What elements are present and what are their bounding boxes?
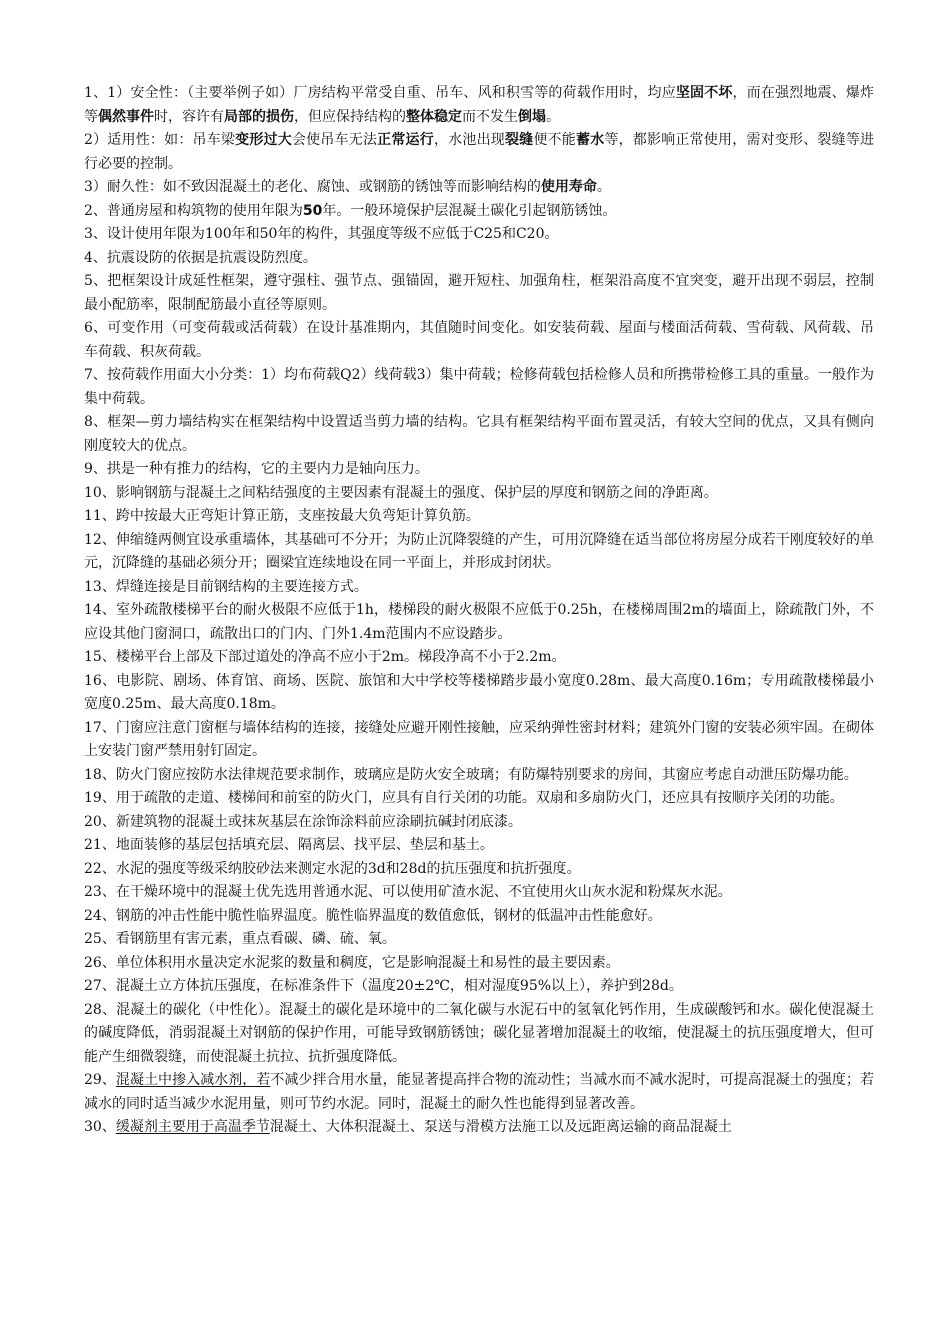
paragraph-text: 年。一般环境保护层混凝土碳化引起钢筋锈蚀。 — [322, 202, 617, 219]
paragraph — [84, 247, 874, 271]
paragraph-text: 4、抗震设防的依据是抗震设防烈度。 — [84, 249, 317, 266]
paragraph-text: 30、 — [84, 1119, 116, 1135]
paragraph — [84, 811, 874, 835]
paragraph-text: ，而在强烈地震、爆炸等 — [84, 85, 875, 125]
paragraph — [84, 646, 874, 670]
paragraph-text: 19、用于疏散的走道、楼梯间和前室的防火门，应具有自行关闭的功能。双扇和多扇防火门，还应具有按顺序关闭的功能。 — [84, 790, 844, 806]
paragraph-text: 5、把框架设计成延性框架，遵守强柱、强节点、强锚固，避开短柱、加强角柱，框架沿高度不宜突变，避开出现不弱层，控制最小配筋率，限制配筋最小直径等原则。 — [84, 273, 874, 313]
emphasis-text: 局部的损伤 — [224, 108, 294, 125]
emphasis-text: 50 — [302, 202, 323, 219]
paragraph-text: ，但应保持结构的 — [294, 108, 406, 125]
paragraph-text: 混凝土、大体积混凝土、泵送与滑模方法施工以及远距离运输的商品混凝土 — [269, 1119, 732, 1135]
paragraph — [84, 787, 874, 811]
paragraph-text: 而不发生 — [462, 108, 518, 125]
paragraph-text: 13、焊缝连接是目前钢结构的主要连接方式。 — [84, 578, 368, 595]
paragraph-text: 。 — [546, 108, 560, 125]
paragraph — [84, 599, 874, 646]
paragraph — [84, 999, 874, 1070]
paragraph — [84, 82, 874, 129]
emphasis-text: 蓄水 — [576, 132, 605, 148]
paragraph-text: 15、楼梯平台上部及下部过道处的净高不应小于2m。梯段净高不小于2.2m。 — [84, 649, 566, 665]
paragraph — [84, 505, 874, 529]
paragraph-text: 27、混凝土立方体抗压强度，在标准条件下（温度20±2℃，相对湿度95%以上），养护到28d。 — [84, 978, 683, 994]
emphasis-text: 偶然事件 — [98, 108, 154, 125]
paragraph-text: 1、1）安全性：（主要举例子如）厂房结构平常受自重、吊车、风和积雪等的荷载作用时，均应 — [84, 85, 676, 101]
paragraph — [84, 129, 874, 176]
paragraph-text: 会使吊车无法 — [291, 132, 378, 148]
paragraph-text: 便不能 — [533, 132, 576, 148]
paragraph-text: 8、框架—剪力墙结构实在框架结构中设置适当剪力墙的结构。它具有框架结构平面布置灵活，有较大空间的优点，又具有侧向刚度较大的优点。 — [84, 414, 874, 454]
paragraph-text: 11、跨中按最大正弯矩计算正筋，支座按最大负弯矩计算负筋。 — [84, 508, 480, 524]
paragraph — [84, 458, 874, 482]
paragraph-text: 21、地面装修的基层包括填充层、隔离层、找平层、垫层和基土。 — [84, 837, 494, 853]
paragraph — [84, 717, 874, 764]
document-body — [84, 82, 874, 1140]
paragraph — [84, 317, 874, 364]
paragraph-text: 26、单位体积用水量决定水泥浆的数量和稠度，它是影响混凝土和易性的最主要因素。 — [84, 954, 620, 971]
paragraph-text: 20、新建筑物的混凝土或抹灰基层在涂饰涂料前应涂刷抗碱封闭底漆。 — [84, 813, 522, 830]
paragraph — [84, 881, 874, 905]
paragraph-text: 25、看钢筋里有害元素，重点看碳、磷、硫、氧。 — [84, 931, 396, 947]
paragraph-text: 23、在干燥环境中的混凝土优先选用普通水泥、可以使用矿渣水泥、不宜使用火山灰水泥和粉煤灰水泥。 — [84, 884, 732, 900]
paragraph — [84, 270, 874, 317]
paragraph — [84, 364, 874, 411]
paragraph — [84, 1069, 874, 1116]
paragraph — [84, 1116, 874, 1140]
paragraph — [84, 975, 874, 999]
paragraph-text: 时，容许有 — [154, 108, 224, 125]
paragraph — [84, 764, 874, 788]
paragraph — [84, 223, 874, 247]
paragraph-text: 不减少拌合用水量，能显著提高拌合物的流动性；当减水而不减水泥时，可提高混凝土的强度；若减水的同时适当减少水泥用量，则可节约水泥。同时，混凝土的耐久性也能得到显著改善。 — [84, 1072, 874, 1112]
paragraph-text: 24、钢筋的冲击性能中脆性临界温度。脆性临界温度的数值愈低，钢材的低温冲击性能愈好。 — [84, 907, 662, 924]
paragraph-text: 12、伸缩缝两侧宜设承重墙体，其基础可不分开；为防止沉降裂缝的产生，可用沉降缝在适当部位将房屋分成若干刚度较好的单元，沉降缝的基础必须分开；圈梁宜连续地设在同一平面上，并形成封闭状。 — [84, 531, 874, 571]
paragraph-text: 10、影响钢筋与混凝土之间粘结强度的主要因素有混凝土的强度、保护层的厚度和钢筋之间的净距离。 — [84, 484, 718, 501]
paragraph-text: 28、混凝土的碳化（中性化）。混凝土的碳化是环境中的二氧化碳与水泥石中的氢氧化钙作用，生成碳酸钙和水。碳化使混凝土的碱度降低，消弱混凝土对钢筋的保护作用，可能导致钢筋锈蚀；碳化显著增加混凝土的收缩，使混凝土的抗压强度增大，但可能产生细微裂缝，而使混凝土抗拉、抗折强度降低。 — [84, 1001, 874, 1065]
paragraph-text: 17、门窗应注意门窗框与墙体结构的连接，接缝处应避开刚性接触，应采纳弹性密封材料；建筑外门窗的安装必须牢固。在砌体上安装门窗严禁用射钉固定。 — [84, 719, 874, 759]
paragraph — [84, 858, 874, 882]
paragraph-text: 22、水泥的强度等级采纳胶砂法来测定水泥的3d和28d的抗压强度和抗折强度。 — [84, 860, 581, 877]
paragraph — [84, 952, 874, 976]
emphasis-text: 倒塌 — [518, 108, 546, 125]
paragraph-text: 6、可变作用（可变荷载或活荷载）在设计基准期内，其值随时间变化。如安装荷载、屋面与楼面活荷载、雪荷载、风荷载、吊车荷载、积灰荷载。 — [84, 320, 874, 360]
emphasis-text: 裂缝 — [504, 132, 534, 148]
paragraph-text: 3）耐久性：如不致因混凝土的老化、腐蚀、或钢筋的锈蚀等而影响结构的 — [84, 179, 541, 195]
underlined-text: 缓凝剂主要用于高温季节 — [115, 1119, 270, 1135]
paragraph-text: 14、室外疏散楼梯平台的耐火极限不应低于1h，楼梯段的耐火极限不应低于0.25h，在楼梯周围2m的墙面上，除疏散门外，不应设其他门窗洞口，疏散出口的门内、门外1.4m范围内不应设踏步。 — [84, 602, 874, 642]
emphasis-text: 整体稳定 — [406, 108, 462, 125]
paragraph-text: 18、防火门窗应按防水法律规范要求制作，玻璃应是防火安全玻璃；有防爆特别要求的房间，其窗应考虑自动泄压防爆功能。 — [84, 766, 858, 783]
paragraph-text: 等，都影响正常使用，需对变形、裂缝等进行必要的控制。 — [84, 132, 875, 172]
emphasis-text: 坚固不坏 — [675, 85, 733, 101]
paragraph — [84, 576, 874, 600]
paragraph — [84, 200, 874, 224]
paragraph-text: 。 — [596, 179, 611, 195]
paragraph — [84, 176, 874, 200]
paragraph-text: ，水池出现 — [433, 132, 505, 148]
paragraph-text: 7、按荷载作用面大小分类：1）均布荷载Q2）线荷载3）集中荷载；检修荷载包括检修人员和所携带检修工具的重量。一般作为集中荷载。 — [84, 367, 874, 407]
paragraph-text: 29、 — [84, 1072, 116, 1088]
emphasis-text: 使用寿命 — [540, 179, 597, 195]
paragraph — [84, 905, 874, 929]
emphasis-text: 正常运行 — [377, 132, 434, 148]
paragraph — [84, 928, 874, 952]
emphasis-text: 变形过大 — [235, 132, 292, 148]
underlined-text: 混凝土中掺入减水剂，若 — [115, 1072, 271, 1088]
paragraph — [84, 411, 874, 458]
paragraph — [84, 529, 874, 576]
paragraph — [84, 670, 874, 717]
paragraph-text: 2、普通房屋和构筑物的使用年限为 — [84, 202, 303, 219]
paragraph-text: 2）适用性：如：吊车梁 — [84, 132, 236, 148]
paragraph-text: 3、设计使用年限为100年和50年的构件，其强度等级不应低于C25和C20。 — [84, 226, 559, 242]
paragraph-text: 9、拱是一种有推力的结构，它的主要内力是轴向压力。 — [84, 461, 429, 477]
paragraph — [84, 834, 874, 858]
paragraph-text: 16、电影院、剧场、体育馆、商场、医院、旅馆和大中学校等楼梯踏步最小宽度0.28m、最大高度0.16m；专用疏散楼梯最小宽度0.25m、最大高度0.18m。 — [84, 672, 874, 712]
paragraph — [84, 482, 874, 506]
